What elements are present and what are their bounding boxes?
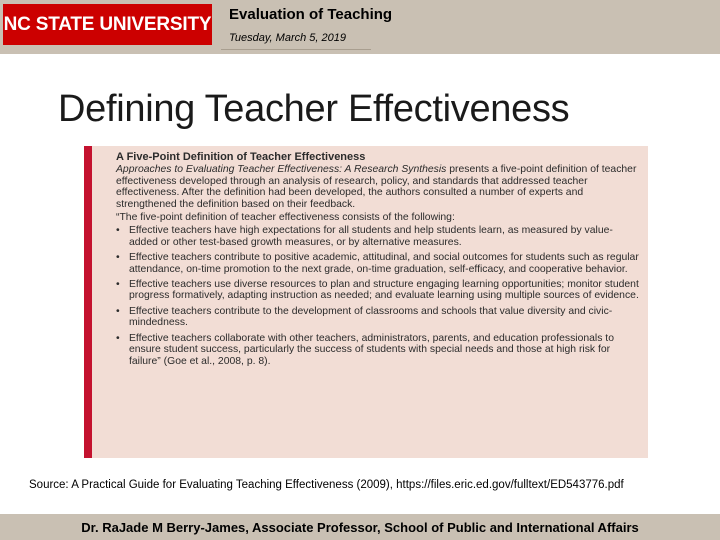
header-divider [221, 49, 371, 50]
definition-point: • Effective teachers contribute to the development of classrooms and schools that value diversity and civic-mindedness. [116, 306, 640, 329]
header-band [0, 0, 720, 54]
definition-list [116, 225, 640, 366]
footer-band [0, 514, 720, 540]
header-date: Tuesday, March 5, 2019 [229, 32, 346, 44]
figure-accent-bar [84, 146, 92, 458]
figure-intro-text: presents a five-point definition of teacher effectiveness developed through an analysis of research, policy, and standards that addressed teacher effectiveness. After the definition had been developed, the authors consulted a number of experts and strengthened the definition based on their feedback. [116, 164, 637, 210]
definition-point: • Effective teachers collaborate with other teachers, administrators, parents, and education professionals to ensure student success, particularly the success of students with special needs and those at high risk for failure” (Goe et al., 2008, p. 8). [116, 333, 640, 367]
figure-heading: A Five-Point Definition of Teacher Effectiveness [116, 151, 366, 163]
figure-intro-title: Approaches to Evaluating Teacher Effectiveness: A Research Synthesis [116, 164, 447, 176]
definition-point: • Effective teachers use diverse resources to plan and structure engaging learning opportunities; monitor student progress formatively, adapting instruction as needed; and evaluate learning using multiple sources of evidence. [116, 279, 640, 302]
definition-point: • Effective teachers have high expectations for all students and help students learn, as measured by value-added or other test-based growth measures, or by alternative measures. [116, 225, 640, 248]
footer-text: Dr. RaJade M Berry-James, Associate Professor, School of Public and International Affairs [81, 519, 639, 535]
figure-quote-lead: “The five-point definition of teacher effectiveness consists of the following: [116, 212, 455, 224]
definition-figure [84, 146, 648, 458]
definition-point: • Effective teachers contribute to positive academic, attitudinal, and social outcomes for students such as regular attendance, on-time promotion to the next grade, on-time graduation, self-efficacy, and cooperative behavior. [116, 252, 640, 275]
figure-body [116, 152, 640, 371]
logo-text: NC STATE UNIVERSITY [3, 13, 212, 35]
university-logo [3, 4, 212, 45]
header-title: Evaluation of Teaching [229, 6, 393, 23]
source-citation: Source: A Practical Guide for Evaluating Teaching Effectiveness (2009), https://files.eric.ed.gov/fulltext/ED543776.pdf [29, 479, 624, 491]
slide-title: Defining Teacher Effectiveness [58, 88, 570, 130]
figure-intro [116, 164, 640, 210]
